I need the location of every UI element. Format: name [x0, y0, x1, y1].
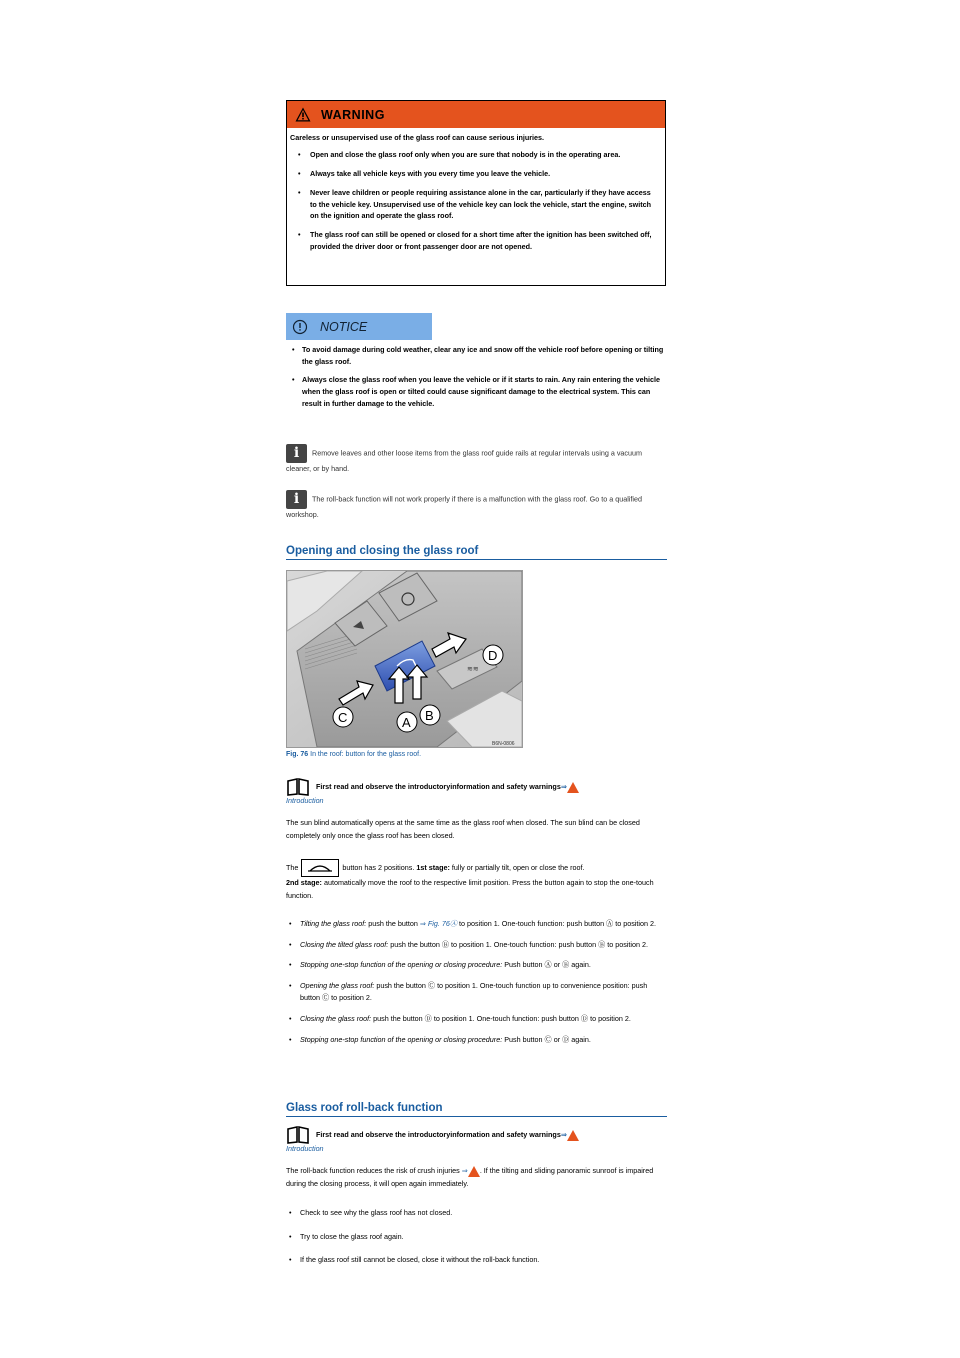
introduction-link[interactable]: Introduction [286, 1144, 324, 1153]
introduction-link[interactable]: Introduction [286, 796, 324, 805]
text: button has 2 positions. [342, 862, 415, 872]
list-item: • Try to close the glass roof again. [286, 1231, 668, 1244]
notice-item: • Always close the glass roof when you leave the vehicle or if it starts to rain. Any rain entering the vehicle when the glass roof is open or tilted could cause significant damage to the electrical system. This can result in further damage to the vehicle. [286, 374, 666, 410]
item-text: push the button Ⓓ to position 1. One-touch function: push button Ⓓ to position 2. [373, 1013, 631, 1023]
item-lead: Closing the glass roof: [300, 1013, 372, 1023]
item-lead: Closing the tilted glass roof: [300, 939, 389, 949]
paragraph-sun-blind: The sun blind automatically opens at the same time as the glass roof when closed. The sun blind can be closed completely only once the glass roof has been closed. [286, 818, 640, 840]
svg-text:≋≋: ≋≋ [467, 665, 479, 673]
notice-title: NOTICE [320, 319, 368, 334]
callout-c: C [338, 710, 348, 725]
info-icon: i [286, 490, 307, 509]
item-lead: Tilting the glass roof: [300, 919, 367, 928]
list-item [286, 980, 668, 1005]
section-heading-rollback: Glass roof roll-back function [286, 1102, 667, 1117]
warning-triangle-icon [295, 107, 311, 122]
list-item [286, 918, 668, 931]
arrow-symbol: ⇒ [461, 1166, 468, 1175]
roof-console-illustration [287, 571, 522, 747]
item-text: Push button Ⓒ or Ⓓ again. [504, 1034, 591, 1044]
list-item [286, 1013, 668, 1026]
figure-number: Fig. 76 [286, 751, 309, 758]
list-item: • Check to see why the glass roof has not closed. [286, 1207, 668, 1220]
paragraph-rollback [286, 1165, 668, 1190]
warning-item: • Open and close the glass roof only when you are sure that nobody is in the operating area. [290, 149, 659, 161]
text: fully or partially tilt, open or close the roof. [451, 862, 585, 872]
stage1-label: 1st stage: [416, 862, 450, 872]
item-text: Push button Ⓐ or Ⓑ again. [504, 960, 591, 970]
figure-code: B6N-0806 [492, 741, 515, 747]
notice-list [286, 344, 666, 415]
text: automatically move the roof to the respective limit position. Press the button again to stop the one-touch function. [286, 878, 654, 900]
read-first-note-2 [286, 1126, 668, 1155]
warning-triangle-icon [567, 1130, 579, 1141]
warning-triangle-icon [567, 782, 579, 793]
item-lead: Stopping one-stop function of the opening or closing procedure: [300, 960, 503, 970]
item-text: to position 1. One-touch function: push button Ⓐ to position 2. [459, 919, 656, 928]
warning-intro: Careless or unsupervised use of the glass roof can cause serious injuries. [290, 133, 545, 142]
figure-caption [286, 751, 421, 758]
list-item: • If the glass roof still cannot be closed, close it without the roll-back function. [286, 1254, 668, 1267]
warning-triangle-icon [468, 1166, 480, 1177]
figure-caption-text: In the roof: button for the glass roof. [310, 751, 422, 758]
info-icon: i [286, 444, 307, 463]
list-item [286, 939, 668, 952]
read-first-note-1 [286, 778, 668, 807]
info-text: Remove leaves and other loose items from the glass roof guide rails at regular intervals using a vacuum cleaner, or by hand. [286, 448, 642, 473]
info-text: The roll-back function will not work properly if there is a malfunction with the glass roof. Go to a qualified workshop. [286, 494, 642, 519]
callout-b: B [425, 708, 434, 723]
arrow-symbol: ⇒ [560, 1129, 567, 1139]
read-first-text: First read and observe the introductoryinformation and safety warnings [316, 781, 561, 791]
callout-d: D [488, 648, 498, 663]
warning-header [287, 101, 665, 128]
text: The [286, 862, 299, 872]
item-text: push the button [368, 919, 418, 928]
notice-header [286, 313, 432, 340]
warning-item: • The glass roof can still be opened or closed for a short time after the ignition has been switched off, provided the driver door or front passenger door are not opened. [290, 229, 659, 253]
list-item [286, 959, 668, 972]
figure-link[interactable]: ⇒ Fig. 76Ⓐ [419, 919, 458, 928]
info-note-2 [286, 490, 668, 522]
stage2-label: 2nd stage: [286, 878, 322, 887]
section-heading-opening: Opening and closing the glass roof [286, 545, 667, 560]
list-item [286, 1034, 668, 1047]
procedure-list [286, 918, 668, 1054]
warning-box [286, 100, 666, 286]
arrow-symbol: ⇒ [560, 781, 567, 791]
paragraph-button-positions [286, 859, 668, 902]
warning-title: WARNING [321, 107, 385, 122]
notice-exclamation-icon [292, 319, 308, 335]
book-icon [286, 778, 310, 796]
read-first-text: First read and observe the introductoryinformation and safety warnings [316, 1129, 561, 1139]
text: The roll-back function reduces the risk of crush injuries [286, 1166, 460, 1175]
item-lead: Opening the glass roof: [300, 980, 375, 990]
item-text: push the button Ⓒ to position 1. One-touch function up to convenience position: push button Ⓒ to position 2. [300, 980, 648, 1003]
book-icon [286, 1126, 310, 1144]
notice-item: • To avoid damage during cold weather, clear any ice and snow off the vehicle roof before opening or tilting the glass roof. [286, 344, 666, 368]
item-text: push the button Ⓑ to position 1. One-touch function: push button Ⓑ to position 2. [390, 939, 649, 949]
info-note-1 [286, 444, 668, 476]
warning-item: • Never leave children or people requiring assistance alone in the car, particularly if they have access to the vehicle key. Unsupervised use of the vehicle key can lock the vehicle, start the engine, switch on the ignition and operate the glass roof. [290, 187, 659, 223]
item-lead: Stopping one-stop function of the opening or closing procedure: [300, 1034, 503, 1044]
roof-button-figure [286, 570, 523, 748]
callout-a: A [402, 715, 411, 730]
rollback-list [286, 1207, 668, 1275]
glass-roof-button-icon [301, 859, 339, 877]
warning-item: • Always take all vehicle keys with you every time you leave the vehicle. [290, 168, 659, 180]
text: . If the tilting and sliding panoramic sunroof is impaired during the closing process, it will open again immediately. [286, 1166, 654, 1188]
